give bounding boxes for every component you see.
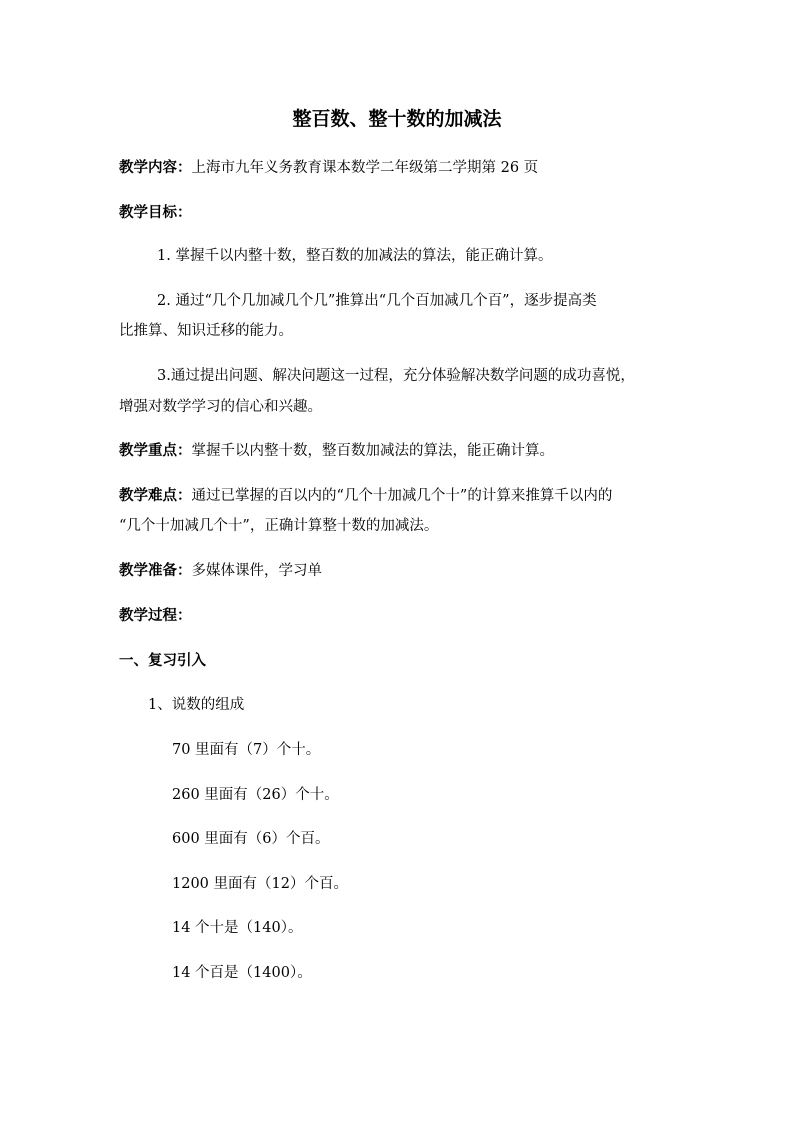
preparation-label: 教学准备： bbox=[119, 562, 192, 579]
difficulty-text-continued: “几个十加减几个十”，正确计算整十数的加减法。 bbox=[119, 518, 439, 534]
process-label: 教学过程： bbox=[119, 607, 192, 624]
teaching-content bbox=[119, 158, 538, 178]
teaching-content-label: 教学内容： bbox=[119, 159, 192, 176]
objective-item: 2. 通过“几个几加减几个几”推算出“几个百加减几个百”，逐步提高类 bbox=[157, 293, 597, 309]
objective-item: 3.通过提出问题、解决问题这一过程，充分体验解决数学问题的成功喜悦， bbox=[157, 368, 635, 384]
key-point-label: 教学重点： bbox=[119, 442, 192, 459]
preparation bbox=[119, 561, 322, 581]
list-item: 70 里面有（7）个十。 bbox=[172, 742, 321, 758]
difficulty bbox=[119, 486, 612, 506]
list-item: 14 个百是（1400）。 bbox=[172, 965, 312, 981]
objective-item-continued: 增强对数学学习的信心和兴趣。 bbox=[119, 399, 322, 415]
objectives-label: 教学目标： bbox=[119, 204, 192, 221]
preparation-text: 多媒体课件，学习单 bbox=[191, 563, 322, 579]
list-item: 1200 里面有（12）个百。 bbox=[172, 876, 348, 892]
section-heading: 一、复习引入 bbox=[119, 652, 206, 669]
list-item: 260 里面有（26）个十。 bbox=[172, 787, 339, 803]
key-point-text: 掌握千以内整十数，整百数加减法的算法，能正确计算。 bbox=[191, 443, 554, 459]
page-title: 整百数、整十数的加减法 bbox=[292, 108, 502, 130]
key-point bbox=[119, 441, 554, 461]
objective-item: 1. 掌握千以内整十数，整百数的加减法的算法，能正确计算。 bbox=[157, 248, 553, 264]
list-item: 600 里面有（6）个百。 bbox=[172, 831, 330, 847]
list-item: 14 个十是（140）。 bbox=[172, 920, 303, 936]
teaching-content-text: 上海市九年义务教育课本数学二年级第二学期第 26 页 bbox=[191, 160, 539, 176]
subsection-heading: 1、说数的组成 bbox=[148, 697, 245, 713]
difficulty-label: 教学难点： bbox=[119, 487, 192, 504]
difficulty-text: 通过已掌握的百以内的“几个十加减几个十”的计算来推算千以内的 bbox=[191, 488, 613, 504]
objective-item-continued: 比推算、知识迁移的能力。 bbox=[119, 323, 293, 339]
